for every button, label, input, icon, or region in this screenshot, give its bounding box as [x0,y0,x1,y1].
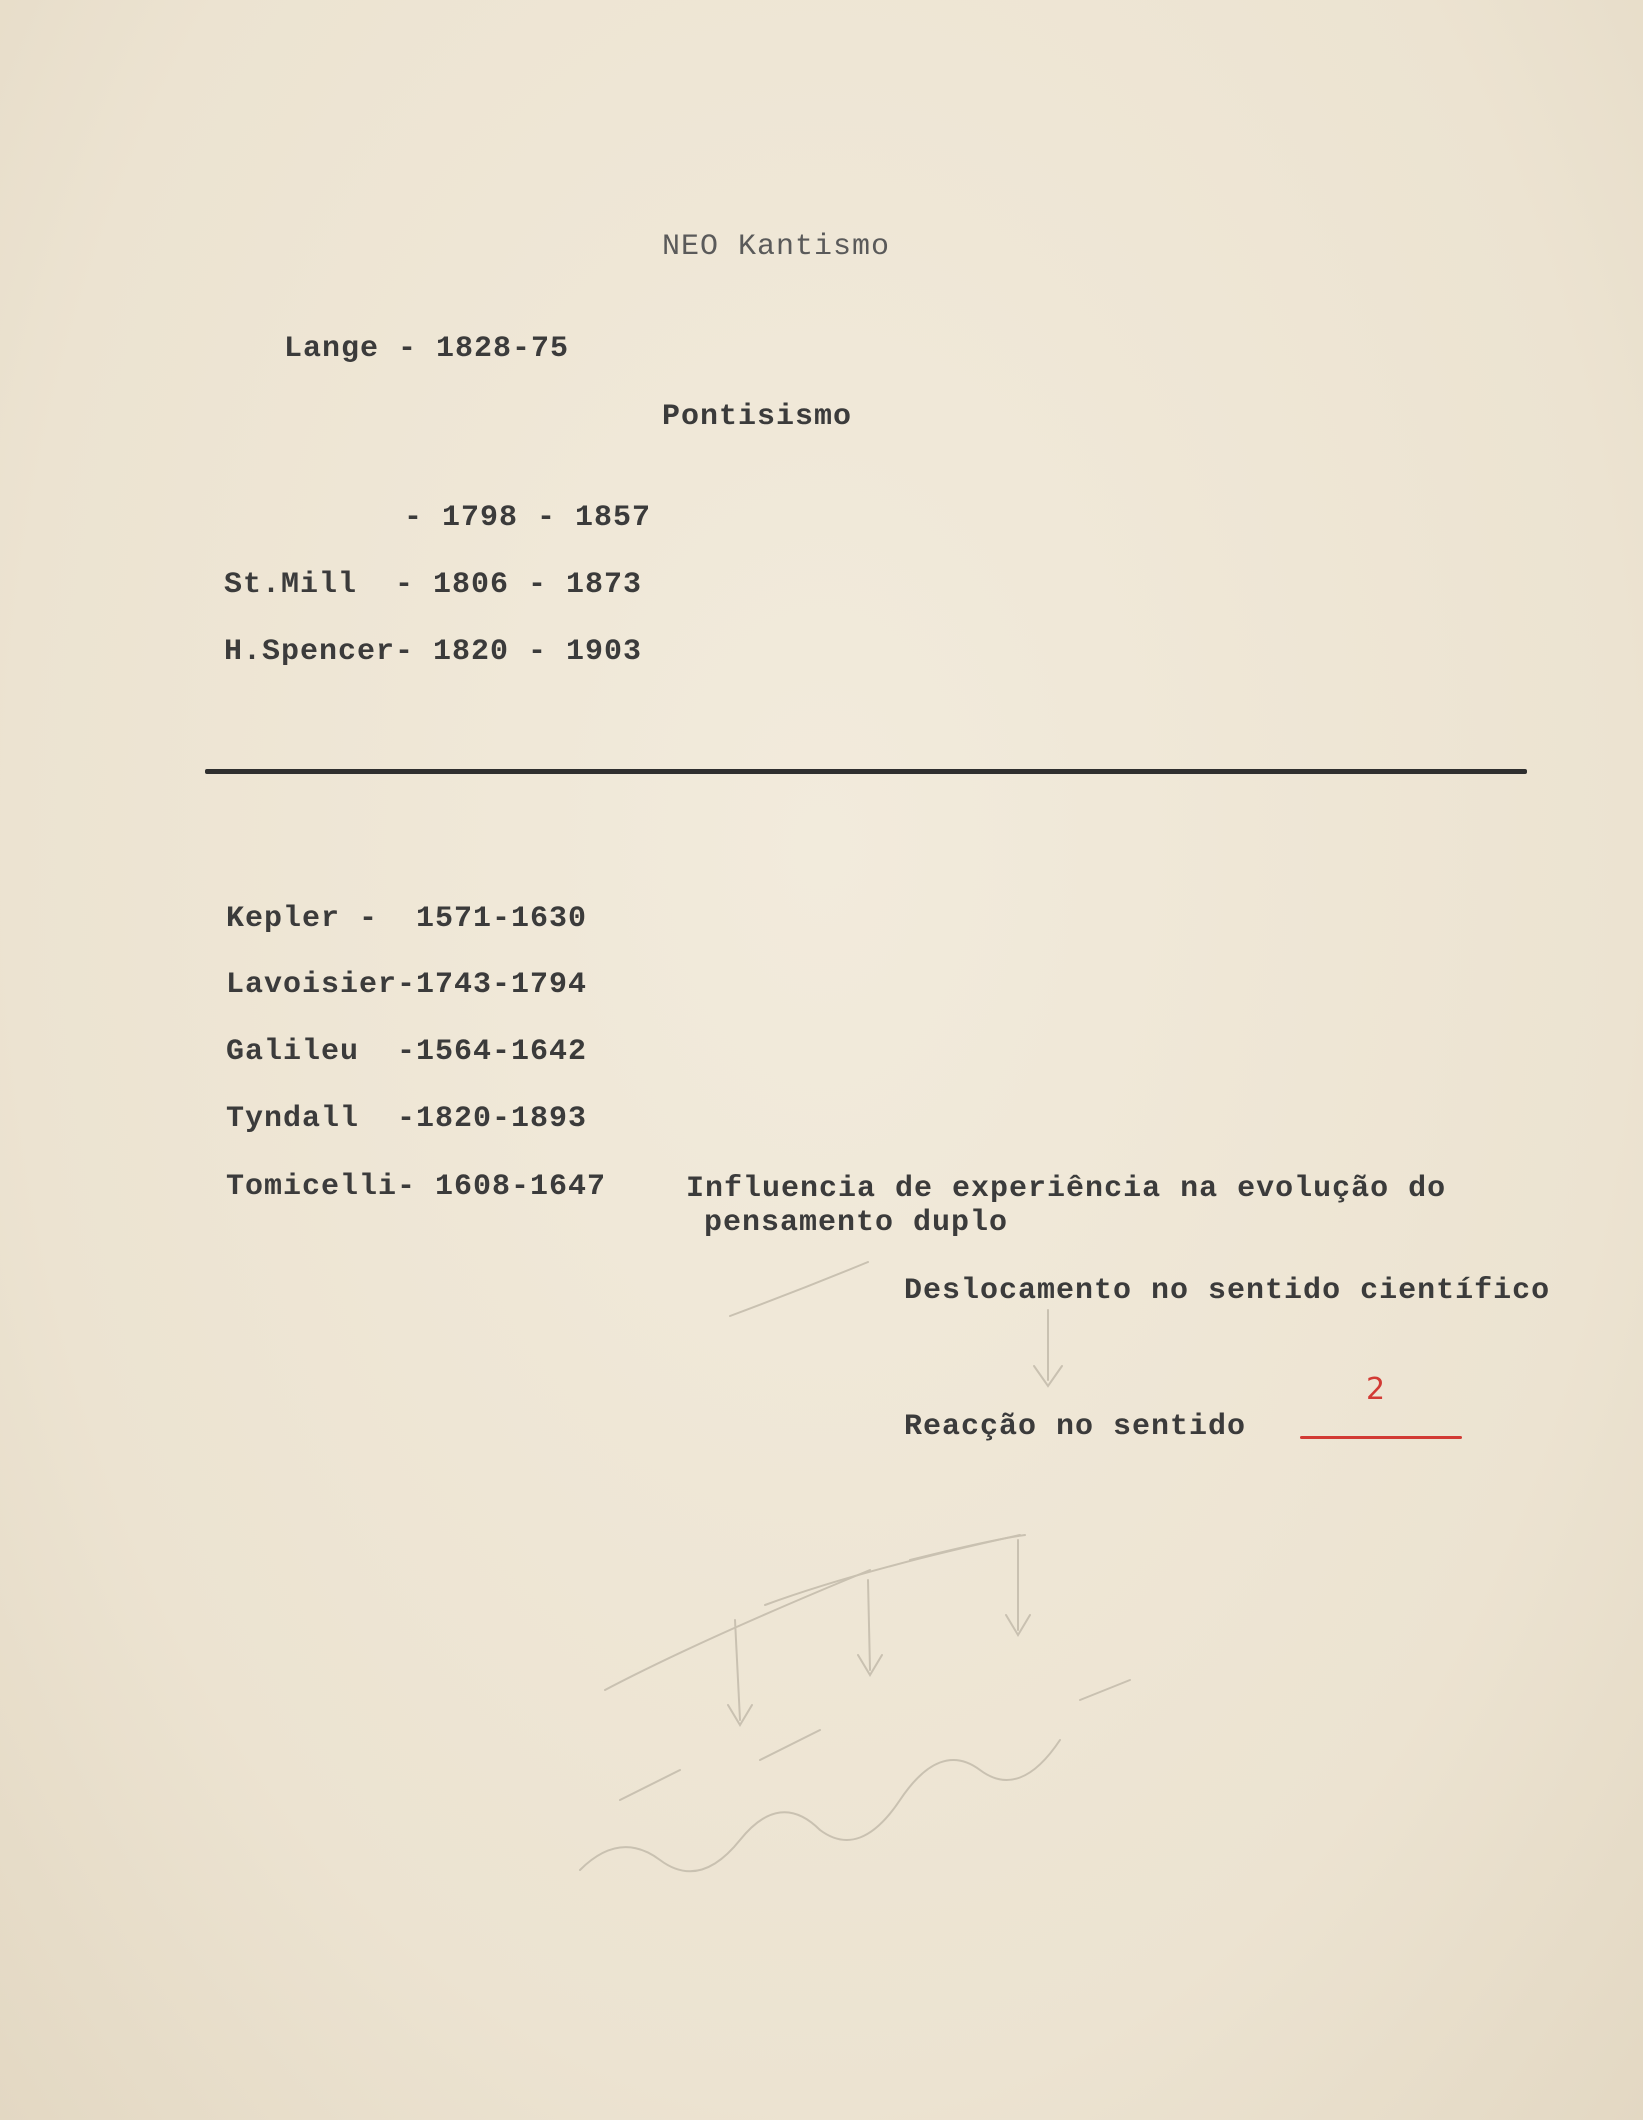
positivism-entry: H.Spencer- 1820 - 1903 [224,635,643,669]
document-title: NEO Kantismo [662,230,891,264]
positivism-entry: St.Mill - 1806 - 1873 [224,568,643,602]
scientist-entry: Galileu -1564-1642 [226,1035,588,1069]
red-handwritten-mark: 2 [1366,1372,1386,1407]
neo-kant-entry: Lange - 1828-75 [284,332,570,366]
red-underline [1300,1436,1462,1439]
scientist-entry: Tyndall -1820-1893 [226,1102,588,1136]
horizontal-rule [205,769,1527,774]
positivism-entry: - 1798 - 1857 [404,501,652,535]
scientist-entry: Tomicelli- 1608-1647 [226,1170,607,1204]
reaction-note: Reacção no sentido [904,1410,1247,1444]
influence-note-line2: pensamento duplo [704,1206,1009,1240]
scientist-entry: Lavoisier-1743-1794 [226,968,588,1002]
scientist-entry: Kepler - 1571-1630 [226,902,588,936]
displacement-note: Deslocamento no sentido científico [904,1274,1551,1308]
influence-note-line1: Influencia de experiência na evolução do [686,1172,1447,1206]
section-subtitle: Pontisismo [662,400,853,434]
